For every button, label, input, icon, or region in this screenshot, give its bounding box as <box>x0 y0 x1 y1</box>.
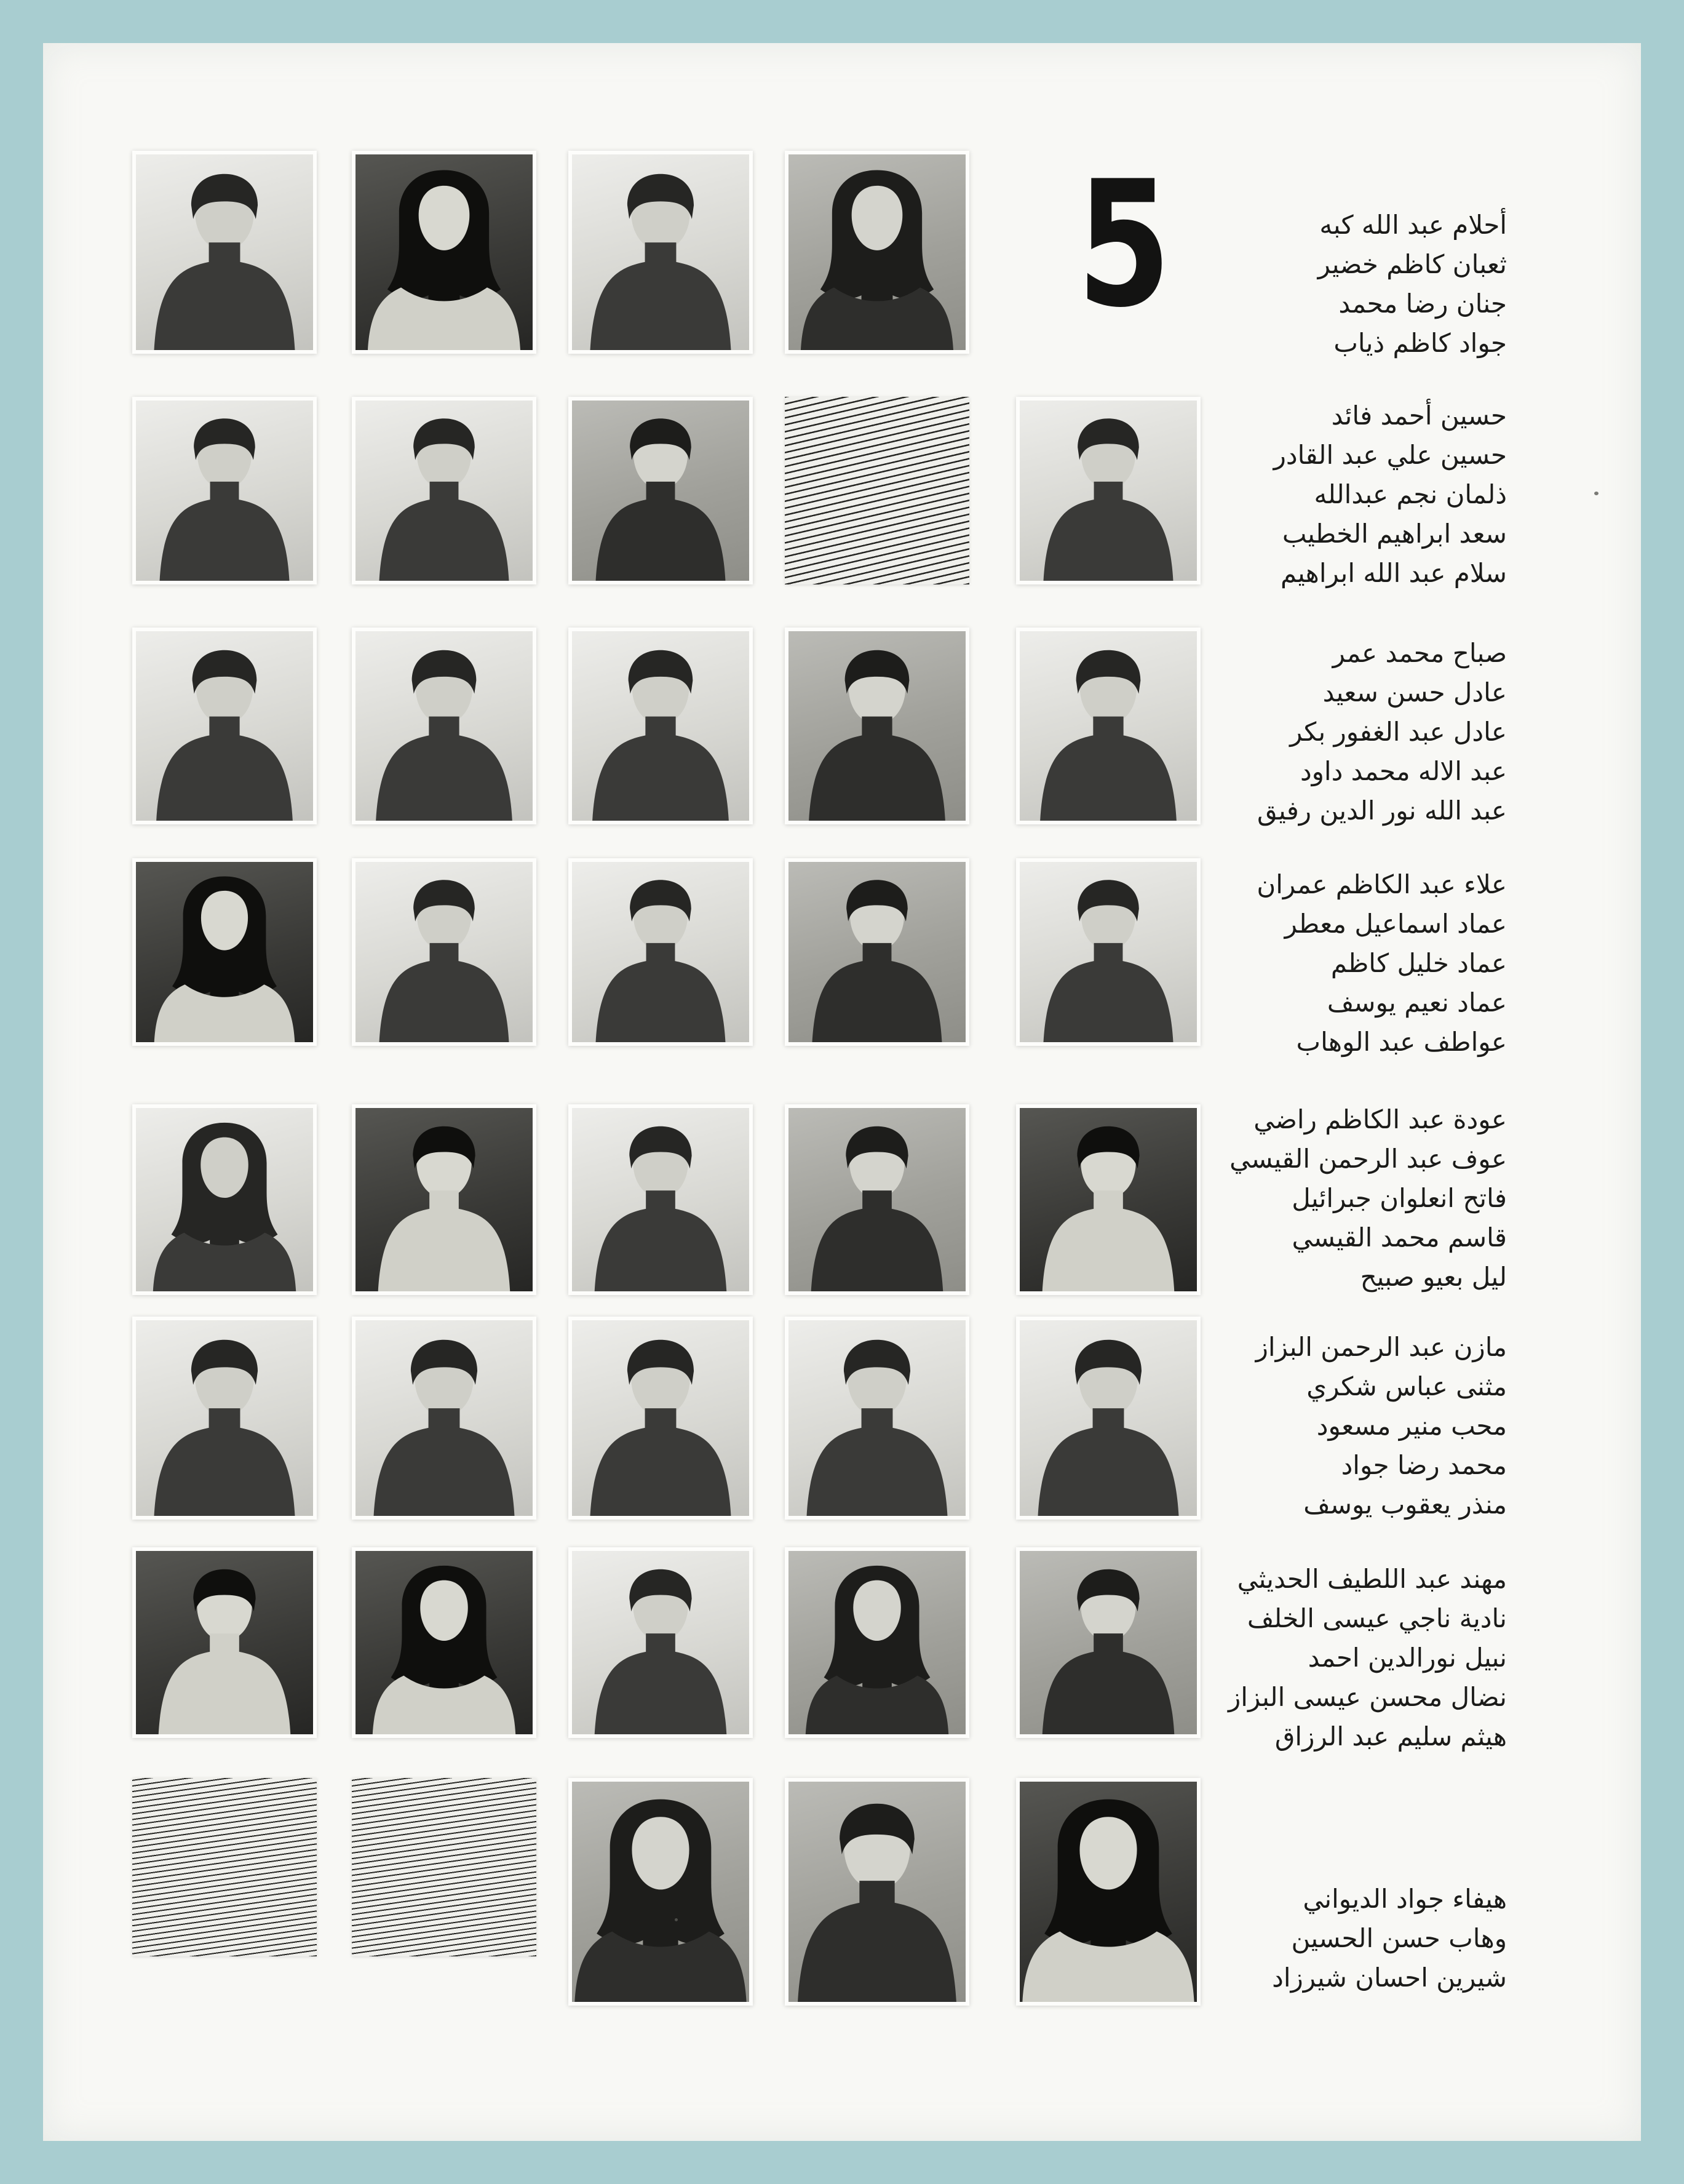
student-name: سلام عبد الله ابراهيم <box>1281 558 1507 588</box>
student-name: سعد ابراهيم الخطيب <box>1282 519 1507 549</box>
portrait-silhouette <box>572 1320 749 1516</box>
student-name: حسين علي عبد القادر <box>1273 440 1507 470</box>
names-block-row-5 <box>1113 1100 1507 1297</box>
student-name: عماد خليل كاظم <box>1330 948 1507 978</box>
portrait-photo-woman <box>352 1547 536 1738</box>
missing-photo-placeholder <box>132 1778 317 1956</box>
portrait-silhouette <box>355 154 533 350</box>
portrait-photo-man <box>352 397 536 584</box>
student-name: محب منير مسعود <box>1316 1411 1507 1441</box>
portrait-silhouette <box>572 1782 749 2002</box>
portrait-silhouette <box>788 1551 966 1734</box>
student-name: أحلام عبد الله كبه <box>1319 210 1507 240</box>
student-name: جنان رضا محمد <box>1338 289 1507 319</box>
portrait-silhouette <box>572 862 749 1042</box>
student-name: مثنى عباس شكري <box>1306 1371 1507 1401</box>
portrait-silhouette <box>355 1108 533 1291</box>
student-name: محمد رضا جواد <box>1341 1450 1507 1480</box>
student-name: مهند عبد اللطيف الحديثي <box>1237 1564 1507 1594</box>
portrait-photo-man <box>568 1317 753 1520</box>
portrait-silhouette <box>788 862 966 1042</box>
student-name: قاسم محمد القيسي <box>1292 1222 1507 1253</box>
portrait-photo-man <box>568 1104 753 1295</box>
names-block-row-6 <box>1113 1328 1507 1524</box>
student-name: عادل حسن سعيد <box>1322 677 1507 707</box>
portrait-photo-man <box>132 1317 317 1520</box>
portrait-photo-man <box>352 628 536 824</box>
portrait-silhouette <box>136 401 313 581</box>
names-block-row-4 <box>1113 865 1507 1062</box>
names-block-row-8 <box>1113 1879 1507 1998</box>
portrait-photo-man <box>785 1104 969 1295</box>
portrait-photo-woman <box>785 1547 969 1738</box>
student-name: شيرين احسان شيرزاد <box>1272 1963 1507 1993</box>
student-name: عوف عبد الرحمن القيسي <box>1229 1144 1507 1174</box>
portrait-photo-woman <box>132 1104 317 1295</box>
portrait-photo-man <box>568 151 753 354</box>
names-block-row-7 <box>1113 1560 1507 1756</box>
portrait-silhouette <box>572 154 749 350</box>
portrait-photo-man <box>785 628 969 824</box>
student-name: جواد كاظم ذياب <box>1333 328 1507 358</box>
portrait-silhouette <box>355 1320 533 1516</box>
student-name: حسين أحمد فائد <box>1331 401 1507 431</box>
student-name: ذلمان نجم عبدالله <box>1314 479 1507 509</box>
portrait-silhouette <box>355 401 533 581</box>
portrait-photo-woman <box>785 151 969 354</box>
names-block-row-2 <box>1113 396 1507 593</box>
student-name: نادية ناجي عيسى الخلف <box>1247 1603 1507 1633</box>
student-name: نضال محسن عيسى البزاز <box>1228 1682 1507 1712</box>
student-name: وهاب حسن الحسين <box>1291 1923 1507 1953</box>
portrait-silhouette <box>572 1108 749 1291</box>
names-block-row-3 <box>1113 634 1507 831</box>
student-name: عودة عبد الكاظم راضي <box>1253 1104 1507 1134</box>
portrait-photo-man <box>352 858 536 1046</box>
portrait-silhouette <box>355 1551 533 1734</box>
student-name: صباح محمد عمر <box>1332 638 1507 668</box>
portrait-silhouette <box>355 862 533 1042</box>
student-name: علاء عبد الكاظم عمران <box>1257 869 1507 899</box>
portrait-photo-woman <box>352 151 536 354</box>
student-name: مازن عبد الرحمن البزاز <box>1255 1332 1507 1362</box>
portrait-silhouette <box>136 1551 313 1734</box>
portrait-photo-man <box>352 1317 536 1520</box>
portrait-photo-woman <box>132 858 317 1046</box>
page-number: 5 <box>1077 143 1167 346</box>
portrait-silhouette <box>136 631 313 821</box>
portrait-silhouette <box>572 631 749 821</box>
portrait-silhouette <box>788 1782 966 2002</box>
student-name: عبد الله نور الدين رفيق <box>1257 795 1507 826</box>
student-name: منذر يعقوب يوسف <box>1303 1489 1507 1520</box>
missing-photo-placeholder <box>352 1778 536 1956</box>
portrait-silhouette <box>788 154 966 350</box>
portrait-silhouette <box>788 1108 966 1291</box>
portrait-silhouette <box>572 1551 749 1734</box>
portrait-photo-man <box>352 1104 536 1295</box>
album-page-paper <box>43 43 1641 2141</box>
student-name: ليل بعيو صبيح <box>1360 1262 1507 1292</box>
student-name: عبد الاله محمد داود <box>1300 756 1507 786</box>
student-name: نبيل نورالدين احمد <box>1308 1643 1507 1673</box>
portrait-photo-man <box>785 1778 969 2006</box>
portrait-silhouette <box>136 1320 313 1516</box>
student-name: هيثم سليم عبد الرزاق <box>1274 1721 1507 1752</box>
portrait-photo-man <box>132 628 317 824</box>
portrait-photo-man <box>568 858 753 1046</box>
student-name: فاتح انعلوان جبرائيل <box>1292 1183 1507 1213</box>
missing-photo-placeholder <box>785 397 969 584</box>
portrait-photo-woman <box>568 1778 753 2006</box>
portrait-photo-man <box>132 397 317 584</box>
portrait-silhouette <box>136 1108 313 1291</box>
student-name: عادل عبد الغفور بكر <box>1290 717 1507 747</box>
ink-speck <box>675 1918 678 1921</box>
portrait-photo-man <box>132 1547 317 1738</box>
student-name: عماد نعيم يوسف <box>1327 987 1507 1018</box>
portrait-photo-man <box>568 1547 753 1738</box>
portrait-photo-man <box>785 858 969 1046</box>
names-block-row-1 <box>1113 205 1507 363</box>
portrait-photo-man <box>132 151 317 354</box>
portrait-photo-man <box>785 1317 969 1520</box>
portrait-silhouette <box>572 401 749 581</box>
portrait-silhouette <box>355 631 533 821</box>
portrait-silhouette <box>788 631 966 821</box>
names-column <box>1113 43 1507 2141</box>
student-name: هيفاء جواد الديواني <box>1303 1884 1507 1914</box>
portrait-silhouette <box>136 862 313 1042</box>
portrait-photo-man <box>568 628 753 824</box>
student-name: عماد اسماعيل معطر <box>1284 909 1507 939</box>
portrait-photo-man <box>568 397 753 584</box>
ink-speck <box>1594 492 1599 495</box>
student-name: عواطف عبد الوهاب <box>1296 1027 1507 1057</box>
portrait-silhouette <box>136 154 313 350</box>
portrait-silhouette <box>788 1320 966 1516</box>
student-name: ثعبان كاظم خضير <box>1317 249 1507 279</box>
